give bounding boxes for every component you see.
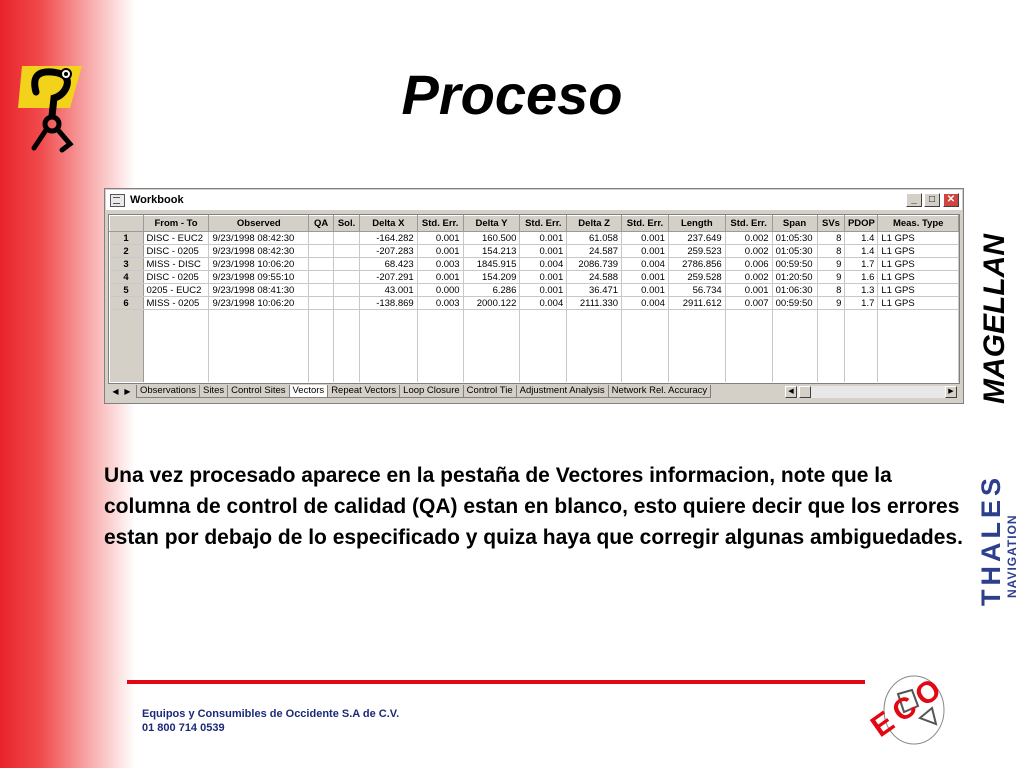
table-cell[interactable]: 9/23/1998 10:06:20	[209, 297, 309, 310]
table-cell[interactable]: 259.523	[668, 245, 725, 258]
row-header[interactable]: 2	[110, 245, 144, 258]
column-header[interactable]: Length	[668, 216, 725, 232]
column-header[interactable]: Delta Z	[567, 216, 622, 232]
empty-cell	[143, 322, 209, 334]
empty-cell	[463, 358, 520, 370]
column-header[interactable]: Std. Err.	[725, 216, 772, 232]
table-cell[interactable]: L1 GPS	[878, 258, 959, 271]
empty-cell	[567, 346, 622, 358]
column-header[interactable]: Meas. Type	[878, 216, 959, 232]
table-cell[interactable]: DISC - 0205	[143, 271, 209, 284]
table-cell[interactable]: -164.282	[360, 232, 418, 245]
row-header[interactable]: 4	[110, 271, 144, 284]
empty-cell	[878, 358, 959, 370]
table-row[interactable]	[110, 284, 959, 297]
table-cell[interactable]	[334, 245, 360, 258]
empty-row	[110, 334, 959, 346]
table-cell[interactable]: 0.000	[417, 284, 463, 297]
table-cell[interactable]: 160.500	[463, 232, 520, 245]
table-cell[interactable]: 0.003	[417, 258, 463, 271]
column-header[interactable]: Delta X	[360, 216, 418, 232]
table-cell[interactable]: 259.528	[668, 271, 725, 284]
empty-cell	[360, 346, 418, 358]
table-cell[interactable]: 0.004	[520, 297, 567, 310]
empty-cell	[209, 310, 309, 323]
empty-cell	[360, 322, 418, 334]
table-row[interactable]	[110, 297, 959, 310]
empty-cell	[520, 334, 567, 346]
scroll-thumb[interactable]	[799, 386, 811, 398]
empty-cell	[417, 334, 463, 346]
empty-cell	[520, 370, 567, 382]
empty-cell	[817, 334, 845, 346]
empty-cell	[725, 310, 772, 323]
empty-cell	[772, 358, 817, 370]
tab-control-sites[interactable]: Control Sites	[227, 385, 289, 398]
empty-cell	[309, 322, 334, 334]
table-cell[interactable]: 0.001	[520, 284, 567, 297]
empty-cell	[143, 370, 209, 382]
table-cell[interactable]: 2000.122	[463, 297, 520, 310]
empty-cell	[567, 310, 622, 323]
close-button[interactable]: ✕	[943, 193, 959, 207]
table-cell[interactable]: 8	[817, 232, 845, 245]
table-cell[interactable]: 1.4	[845, 245, 878, 258]
empty-cell	[878, 322, 959, 334]
footer-divider	[127, 680, 865, 684]
tab-observations[interactable]: Observations	[136, 385, 200, 398]
empty-cell	[309, 370, 334, 382]
magellan-text: MAGELLAN	[978, 234, 1011, 404]
footer-phone: 01 800 714 0539	[142, 722, 225, 734]
empty-cell	[334, 370, 360, 382]
table-cell[interactable]: L1 GPS	[878, 297, 959, 310]
empty-cell	[520, 346, 567, 358]
empty-cell	[463, 346, 520, 358]
empty-cell	[360, 370, 418, 382]
navigation-text: NAVIGATION	[1005, 514, 1019, 598]
empty-row	[110, 346, 959, 358]
empty-cell	[845, 370, 878, 382]
empty-cell	[334, 334, 360, 346]
empty-cell	[817, 358, 845, 370]
table-cell[interactable]: 154.209	[463, 271, 520, 284]
table-cell[interactable]: 0.001	[520, 271, 567, 284]
empty-cell	[209, 334, 309, 346]
sheet-tabs	[136, 385, 710, 399]
column-header[interactable]: QA	[309, 216, 334, 232]
empty-cell	[360, 334, 418, 346]
empty-cell	[309, 358, 334, 370]
table-cell[interactable]: 01:06:30	[772, 284, 817, 297]
tab-loop-closure[interactable]: Loop Closure	[399, 385, 464, 398]
vectors-grid[interactable]	[108, 214, 960, 384]
empty-cell	[417, 370, 463, 382]
row-header[interactable]: 1	[110, 232, 144, 245]
table-cell[interactable]: 24.587	[567, 245, 622, 258]
empty-cell	[334, 322, 360, 334]
empty-cell	[668, 358, 725, 370]
eco-text: ECO	[865, 669, 953, 744]
row-header-blank	[110, 334, 144, 346]
horizontal-scrollbar[interactable]	[785, 386, 957, 398]
table-cell[interactable]: -207.283	[360, 245, 418, 258]
empty-cell	[417, 346, 463, 358]
table-cell[interactable]: 68.423	[360, 258, 418, 271]
empty-cell	[817, 322, 845, 334]
empty-cell	[209, 370, 309, 382]
table-cell[interactable]: 0.001	[417, 245, 463, 258]
table-cell[interactable]	[334, 297, 360, 310]
empty-cell	[209, 358, 309, 370]
empty-cell	[668, 334, 725, 346]
table-cell[interactable]: 61.058	[567, 232, 622, 245]
table-cell[interactable]: 0.001	[520, 232, 567, 245]
empty-cell	[309, 310, 334, 323]
tab-repeat-vectors[interactable]: Repeat Vectors	[327, 385, 400, 398]
column-header[interactable]: Std. Err.	[417, 216, 463, 232]
empty-cell	[725, 358, 772, 370]
table-cell[interactable]	[334, 258, 360, 271]
empty-cell	[772, 310, 817, 323]
tab-vectors[interactable]: Vectors	[289, 385, 329, 398]
table-cell[interactable]: 01:05:30	[772, 245, 817, 258]
table-cell[interactable]: 00:59:50	[772, 258, 817, 271]
table-cell[interactable]	[309, 271, 334, 284]
empty-cell	[725, 334, 772, 346]
table-cell[interactable]: 9/23/1998 08:42:30	[209, 232, 309, 245]
empty-cell	[417, 358, 463, 370]
table-cell[interactable]: L1 GPS	[878, 232, 959, 245]
window-title: Workbook	[130, 194, 184, 206]
vectors-table	[109, 215, 959, 382]
table-cell[interactable]: 9/23/1998 10:06:20	[209, 258, 309, 271]
table-cell[interactable]: L1 GPS	[878, 245, 959, 258]
column-header[interactable]: Std. Err.	[622, 216, 669, 232]
empty-cell	[878, 346, 959, 358]
empty-cell	[622, 310, 669, 323]
empty-cell	[520, 358, 567, 370]
table-row[interactable]	[110, 245, 959, 258]
empty-cell	[772, 334, 817, 346]
table-cell[interactable]: 0.002	[725, 271, 772, 284]
empty-cell	[309, 334, 334, 346]
table-cell[interactable]: 43.001	[360, 284, 418, 297]
tab-control-tie[interactable]: Control Tie	[463, 385, 517, 398]
empty-cell	[463, 370, 520, 382]
empty-cell	[622, 322, 669, 334]
thales-text: THALES	[976, 474, 1006, 606]
column-header[interactable]: SVs	[817, 216, 845, 232]
table-cell[interactable]	[334, 232, 360, 245]
table-cell[interactable]: 1.4	[845, 232, 878, 245]
table-cell[interactable]	[309, 297, 334, 310]
empty-cell	[725, 322, 772, 334]
table-cell[interactable]: 2086.739	[567, 258, 622, 271]
empty-cell	[817, 346, 845, 358]
table-cell[interactable]: 8	[817, 245, 845, 258]
eco-logo	[865, 662, 968, 754]
column-header[interactable]: Span	[772, 216, 817, 232]
table-row[interactable]	[110, 258, 959, 271]
table-cell[interactable]: 0.001	[520, 245, 567, 258]
empty-cell	[668, 346, 725, 358]
scroll-left-arrow-icon[interactable]: ◀	[785, 386, 797, 398]
empty-cell	[520, 322, 567, 334]
tab-network-rel-accuracy[interactable]: Network Rel. Accuracy	[608, 385, 712, 398]
table-cell[interactable]: 0.001	[622, 232, 669, 245]
table-cell[interactable]	[334, 271, 360, 284]
table-cell[interactable]: 01:20:50	[772, 271, 817, 284]
scroll-right-arrow-icon[interactable]: ▶	[945, 386, 957, 398]
table-cell[interactable]: 2111.330	[567, 297, 622, 310]
empty-cell	[360, 358, 418, 370]
empty-cell	[520, 310, 567, 323]
slide-title: Proceso	[401, 63, 623, 126]
empty-cell	[845, 358, 878, 370]
empty-cell	[817, 370, 845, 382]
table-cell[interactable]: 9	[817, 271, 845, 284]
empty-cell	[309, 346, 334, 358]
table-cell[interactable]: DISC - 0205	[143, 245, 209, 258]
table-cell[interactable]	[309, 284, 334, 297]
table-cell[interactable]: 1845.915	[463, 258, 520, 271]
empty-cell	[417, 310, 463, 323]
empty-cell	[143, 346, 209, 358]
empty-cell	[334, 358, 360, 370]
empty-cell	[668, 370, 725, 382]
table-cell[interactable]: 1.3	[845, 284, 878, 297]
window-titlebar[interactable]	[106, 190, 962, 210]
empty-cell	[622, 346, 669, 358]
empty-cell	[360, 310, 418, 323]
row-header-blank	[110, 310, 144, 323]
table-cell[interactable]: 8	[817, 284, 845, 297]
table-cell[interactable]: 1.7	[845, 297, 878, 310]
table-cell[interactable]: 9/23/1998 09:55:10	[209, 271, 309, 284]
footer-company: Equipos y Consumibles de Occidente S.A de C.V.	[142, 708, 400, 720]
row-header-blank	[110, 358, 144, 370]
table-cell[interactable]	[334, 284, 360, 297]
table-cell[interactable]: DISC - EUC2	[143, 232, 209, 245]
table-cell[interactable]: 0.004	[622, 297, 669, 310]
table-cell[interactable]: 0.001	[622, 245, 669, 258]
empty-cell	[845, 310, 878, 323]
tab-adjustment-analysis[interactable]: Adjustment Analysis	[516, 385, 609, 398]
table-cell[interactable]: 0.004	[622, 258, 669, 271]
table-cell[interactable]: 2786.856	[668, 258, 725, 271]
tab-scroll-left-icon[interactable]: ◀	[112, 387, 119, 396]
empty-cell	[334, 310, 360, 323]
empty-cell	[463, 334, 520, 346]
row-header[interactable]: 5	[110, 284, 144, 297]
empty-cell	[567, 334, 622, 346]
table-row[interactable]	[110, 271, 959, 284]
maximize-button[interactable]: □	[924, 193, 940, 207]
table-cell[interactable]: 0205 - EUC2	[143, 284, 209, 297]
empty-cell	[772, 370, 817, 382]
table-cell[interactable]: 9/23/1998 08:42:30	[209, 245, 309, 258]
magellan-logo	[970, 218, 1018, 408]
tab-scroll-right-icon[interactable]: ▶	[124, 387, 131, 396]
empty-cell	[772, 346, 817, 358]
table-cell[interactable]	[309, 258, 334, 271]
empty-cell	[878, 310, 959, 323]
table-cell[interactable]	[309, 232, 334, 245]
table-cell[interactable]: 0.003	[417, 297, 463, 310]
column-header[interactable]: Std. Err.	[520, 216, 567, 232]
empty-cell	[334, 346, 360, 358]
table-cell[interactable]: 9/23/1998 08:41:30	[209, 284, 309, 297]
empty-cell	[845, 334, 878, 346]
empty-cell	[817, 310, 845, 323]
empty-row	[110, 358, 959, 370]
empty-cell	[143, 358, 209, 370]
column-header[interactable]: Delta Y	[463, 216, 520, 232]
table-cell[interactable]: 2911.612	[668, 297, 725, 310]
table-cell[interactable]: L1 GPS	[878, 271, 959, 284]
thales-logo	[975, 440, 1021, 610]
table-cell[interactable]: 9	[817, 297, 845, 310]
table-cell[interactable]: 0.007	[725, 297, 772, 310]
table-cell[interactable]: 0.001	[417, 271, 463, 284]
row-header[interactable]: 6	[110, 297, 144, 310]
minimize-button[interactable]: _	[906, 193, 922, 207]
empty-cell	[622, 334, 669, 346]
corner-header[interactable]	[110, 216, 144, 232]
empty-cell	[143, 310, 209, 323]
table-cell[interactable]: 154.213	[463, 245, 520, 258]
table-row[interactable]	[110, 232, 959, 245]
table-cell[interactable]: 36.471	[567, 284, 622, 297]
column-header[interactable]: PDOP	[845, 216, 878, 232]
table-cell[interactable]: 1.7	[845, 258, 878, 271]
empty-cell	[209, 346, 309, 358]
empty-cell	[567, 322, 622, 334]
description-text: Una vez procesado aparece en la pestaña de Vectores informacion, note que la columna de control de calidad (QA) estan en blanco, esto quiere decir que los errores estan por debajo de lo especificado y quiza haya que corregir algunas ambiguedades.	[104, 464, 963, 549]
table-cell[interactable]: 0.004	[520, 258, 567, 271]
empty-cell	[725, 346, 772, 358]
table-cell[interactable]: 24.588	[567, 271, 622, 284]
table-cell[interactable]: 0.001	[622, 271, 669, 284]
empty-cell	[143, 334, 209, 346]
table-cell[interactable]: 0.002	[725, 245, 772, 258]
column-header[interactable]: Observed	[209, 216, 309, 232]
empty-cell	[878, 370, 959, 382]
table-cell[interactable]: -138.869	[360, 297, 418, 310]
row-header[interactable]: 3	[110, 258, 144, 271]
table-cell[interactable]: 00:59:50	[772, 297, 817, 310]
row-header-blank	[110, 346, 144, 358]
empty-cell	[567, 370, 622, 382]
table-cell[interactable]: 0.001	[725, 284, 772, 297]
empty-cell	[622, 370, 669, 382]
table-cell[interactable]: 6.286	[463, 284, 520, 297]
table-cell[interactable]: 0.001	[417, 232, 463, 245]
empty-cell	[668, 322, 725, 334]
table-cell[interactable]: 9	[817, 258, 845, 271]
column-header[interactable]: Sol.	[334, 216, 360, 232]
workbook-window	[104, 188, 964, 404]
workbook-icon	[110, 194, 125, 207]
empty-cell	[463, 322, 520, 334]
table-cell[interactable]: L1 GPS	[878, 284, 959, 297]
empty-cell	[772, 322, 817, 334]
row-header-blank	[110, 370, 144, 382]
table-cell[interactable]: MISS - DISC	[143, 258, 209, 271]
tab-sites[interactable]: Sites	[199, 385, 228, 398]
table-cell[interactable]: 1.6	[845, 271, 878, 284]
empty-cell	[845, 346, 878, 358]
empty-cell	[622, 358, 669, 370]
table-cell[interactable]	[309, 245, 334, 258]
table-cell[interactable]: 01:05:30	[772, 232, 817, 245]
empty-cell	[567, 358, 622, 370]
table-cell[interactable]: 0.002	[725, 232, 772, 245]
empty-cell	[209, 322, 309, 334]
table-cell[interactable]: -207.291	[360, 271, 418, 284]
empty-row	[110, 370, 959, 382]
empty-row	[110, 322, 959, 334]
empty-cell	[725, 370, 772, 382]
empty-cell	[878, 334, 959, 346]
sheet-tab-bar	[108, 385, 960, 399]
empty-row	[110, 310, 959, 323]
table-header-row	[110, 216, 959, 232]
table-cell[interactable]: 56.734	[668, 284, 725, 297]
table-cell[interactable]: 0.001	[622, 284, 669, 297]
table-cell[interactable]: 0.006	[725, 258, 772, 271]
empty-cell	[668, 310, 725, 323]
empty-cell	[845, 322, 878, 334]
table-cell[interactable]: MISS - 0205	[143, 297, 209, 310]
table-cell[interactable]: 237.649	[668, 232, 725, 245]
empty-cell	[463, 310, 520, 323]
empty-cell	[417, 322, 463, 334]
column-header[interactable]: From - To	[143, 216, 209, 232]
row-header-blank	[110, 322, 144, 334]
